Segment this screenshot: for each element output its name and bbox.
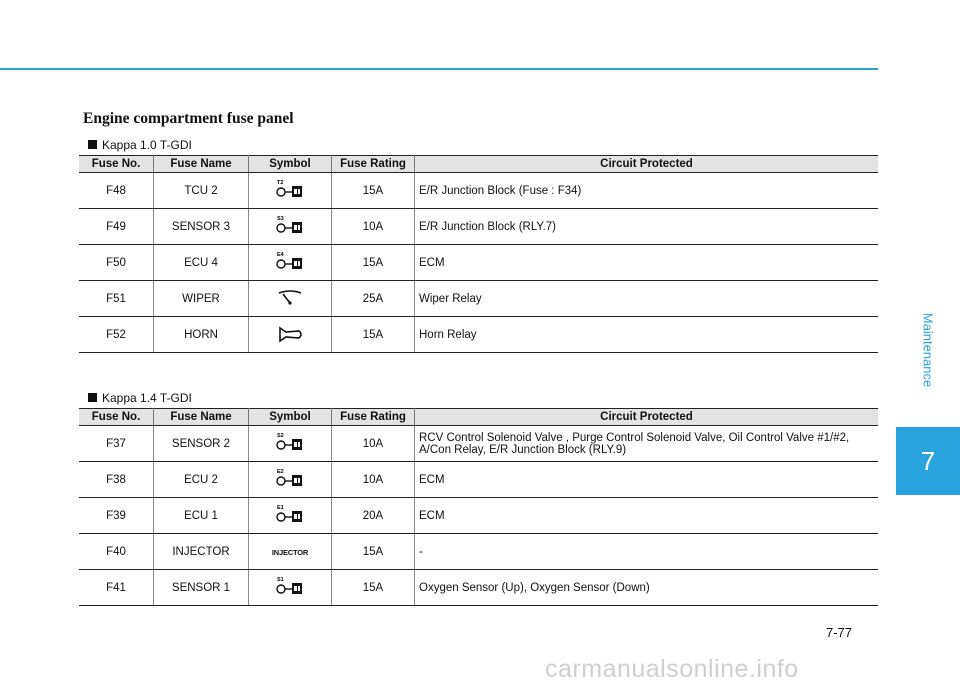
table-row (79, 209, 878, 245)
sensor-relay-icon (273, 250, 307, 272)
fuse-number: F49 (79, 209, 154, 245)
column-header: Fuse Rating (332, 409, 415, 426)
table-row (79, 498, 878, 534)
circuit-protected: Oxygen Sensor (Up), Oxygen Sensor (Down) (415, 570, 879, 606)
fuse-rating: 10A (332, 462, 415, 498)
column-header: Fuse Name (154, 156, 249, 173)
fuse-number: F40 (79, 534, 154, 570)
circuit-protected: ECM (415, 462, 879, 498)
fuse-number: F41 (79, 570, 154, 606)
column-header: Fuse Rating (332, 156, 415, 173)
fuse-name: ECU 4 (154, 245, 249, 281)
fuse-name: HORN (154, 317, 249, 353)
fuse-rating: 15A (332, 245, 415, 281)
svg-text:S3: S3 (277, 216, 284, 222)
column-header: Circuit Protected (415, 409, 879, 426)
fuse-table-kappa-1-0 (79, 155, 878, 353)
fuse-rating: 15A (332, 534, 415, 570)
section-title: Engine compartment fuse panel (83, 110, 294, 127)
chapter-tab: 7 (896, 427, 960, 495)
page-number: 7-77 (826, 625, 853, 640)
fuse-symbol (249, 317, 332, 353)
fuse-number: F50 (79, 245, 154, 281)
side-label: Maintenance (920, 312, 936, 388)
fuse-name: TCU 2 (154, 173, 249, 209)
fuse-rating: 10A (332, 209, 415, 245)
sensor-relay-icon (273, 214, 307, 236)
sensor-relay-icon (273, 467, 307, 489)
fuse-number: F48 (79, 173, 154, 209)
table-row (79, 281, 878, 317)
sensor-relay-icon (273, 431, 307, 453)
table-row (79, 462, 878, 498)
svg-text:E2: E2 (277, 469, 284, 475)
fuse-name: ECU 1 (154, 498, 249, 534)
fuse-rating: 10A (332, 426, 415, 462)
column-header: Fuse No. (79, 156, 154, 173)
circuit-protected: RCV Control Solenoid Valve , Purge Control Solenoid Valve, Oil Control Valve #1/#2, A/Con Relay, E/R Junction Block (RLY.9) (415, 426, 879, 462)
circuit-protected: E/R Junction Block (Fuse : F34) (415, 173, 879, 209)
fuse-rating: 15A (332, 570, 415, 606)
column-header: Symbol (249, 156, 332, 173)
table-row (79, 173, 878, 209)
fuse-number: F38 (79, 462, 154, 498)
fuse-symbol (249, 281, 332, 317)
table-row (79, 317, 878, 353)
injector-text-icon: INJECTOR (271, 547, 309, 557)
circuit-protected: - (415, 534, 879, 570)
column-header: Fuse Name (154, 409, 249, 426)
fuse-symbol (249, 209, 332, 245)
table-row (79, 426, 878, 462)
bullet-square-icon (88, 393, 97, 402)
svg-text:S2: S2 (277, 433, 284, 439)
table-header-row (79, 156, 878, 173)
fuse-symbol (249, 426, 332, 462)
circuit-protected: Wiper Relay (415, 281, 879, 317)
circuit-protected: ECM (415, 245, 879, 281)
svg-text:S1: S1 (277, 577, 284, 583)
fuse-symbol (249, 462, 332, 498)
fuse-rating: 20A (332, 498, 415, 534)
fuse-symbol (249, 498, 332, 534)
fuse-name: WIPER (154, 281, 249, 317)
circuit-protected: E/R Junction Block (RLY.7) (415, 209, 879, 245)
fuse-number: F37 (79, 426, 154, 462)
table-header-row (79, 409, 878, 426)
table-row (79, 245, 878, 281)
fuse-symbol (249, 245, 332, 281)
fuse-number: F51 (79, 281, 154, 317)
fuse-name: INJECTOR (154, 534, 249, 570)
fuse-symbol (249, 534, 332, 570)
fuse-rating: 15A (332, 173, 415, 209)
sensor-relay-icon (273, 178, 307, 200)
fuse-rating: 25A (332, 281, 415, 317)
sensor-relay-icon (273, 503, 307, 525)
fuse-symbol (249, 173, 332, 209)
fuse-symbol (249, 570, 332, 606)
fuse-table-kappa-1-4 (79, 408, 878, 606)
fuse-name: SENSOR 1 (154, 570, 249, 606)
bullet-square-icon (88, 140, 97, 149)
table-row (79, 534, 878, 570)
subtitle-kappa-1-0: Kappa 1.0 T-GDI (88, 138, 192, 152)
sensor-relay-icon (273, 575, 307, 597)
column-header: Fuse No. (79, 409, 154, 426)
watermark: carmanualsonline.info (545, 655, 799, 683)
column-header: Symbol (249, 409, 332, 426)
table-row (79, 570, 878, 606)
top-rule (0, 68, 878, 70)
horn-icon (273, 322, 307, 344)
fuse-name: ECU 2 (154, 462, 249, 498)
fuse-number: F39 (79, 498, 154, 534)
circuit-protected: ECM (415, 498, 879, 534)
wiper-icon (273, 286, 307, 308)
column-header: Circuit Protected (415, 156, 879, 173)
fuse-name: SENSOR 3 (154, 209, 249, 245)
svg-text:E4: E4 (277, 252, 284, 258)
circuit-protected: Horn Relay (415, 317, 879, 353)
subtitle-kappa-1-4: Kappa 1.4 T-GDI (88, 391, 192, 405)
fuse-number: F52 (79, 317, 154, 353)
svg-text:E1: E1 (277, 505, 284, 511)
svg-text:T2: T2 (277, 180, 284, 186)
fuse-name: SENSOR 2 (154, 426, 249, 462)
fuse-rating: 15A (332, 317, 415, 353)
